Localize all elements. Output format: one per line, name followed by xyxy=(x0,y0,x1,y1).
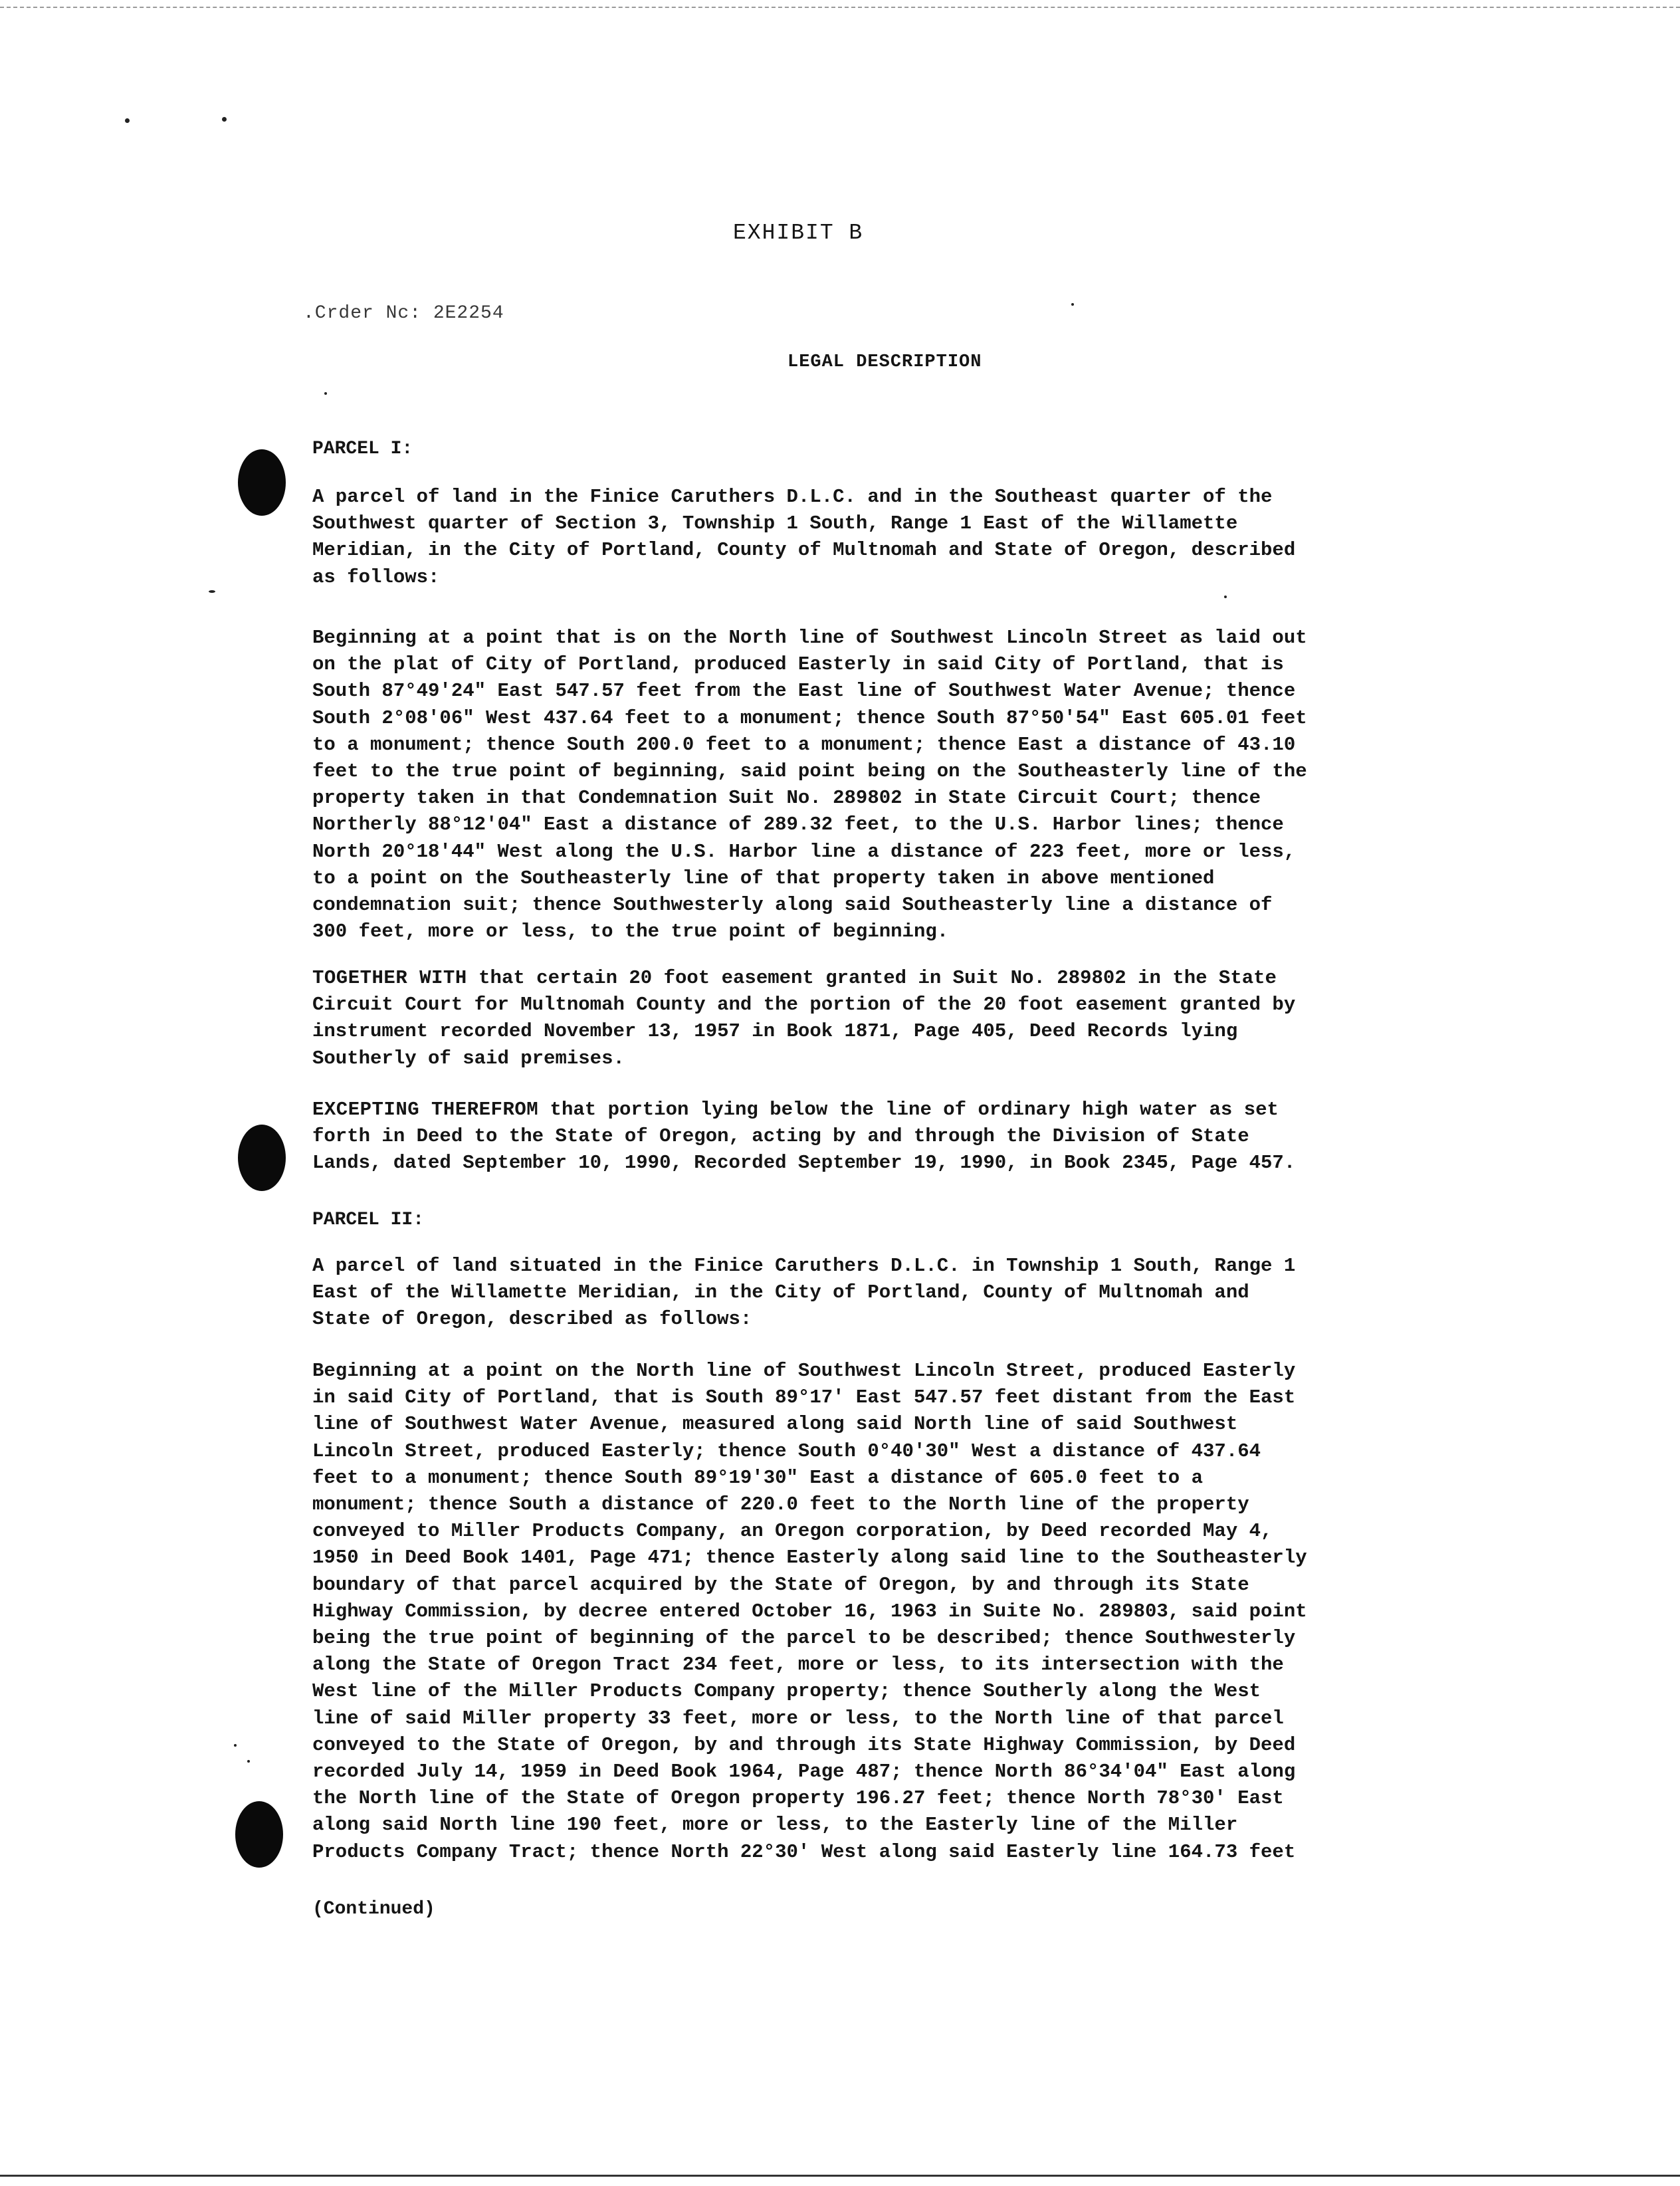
text-line: Products Company Tract; thence North 22°30' West along said Easterly line 164.73 feet xyxy=(312,1840,1296,1863)
text-line xyxy=(312,965,1469,992)
text-line: Circuit Court for Multnomah County and the portion of the 20 foot easement granted by xyxy=(312,994,1296,1016)
text-line: condemnation suit; thence Southwesterly along said Southeasterly line a distance of xyxy=(312,894,1273,917)
text-line: feet to a monument; thence South 89°19'30" East a distance of 605.0 feet to a xyxy=(312,1466,1204,1489)
text-line xyxy=(312,1097,1469,1123)
exhibit-title: EXHIBIT B xyxy=(733,221,864,245)
scan-speck xyxy=(1071,303,1074,306)
text-line: along said North line 190 feet, more or less, to the Easterly line of the Miller xyxy=(312,1814,1238,1836)
text-line: line of Southwest Water Avenue, measured along said North line of said Southwest xyxy=(312,1413,1238,1436)
text-line: Beginning at a point on the North line of Southwest Lincoln Street, produced Easterly xyxy=(312,1360,1296,1382)
text-line: the North line of the State of Oregon property 196.27 feet; thence North 78°30' East xyxy=(312,1787,1284,1810)
text-line: Lands, dated September 10, 1990, Recorded September 19, 1990, in Book 2345, Page 457. xyxy=(312,1152,1296,1174)
text-line: East of the Willamette Meridian, in the City of Portland, County of Multnomah and xyxy=(312,1281,1249,1304)
parcel-i-heading: PARCEL I: xyxy=(312,439,413,459)
text-line: to a monument; thence South 200.0 feet to a monument; thence East a distance of 43.10 xyxy=(312,733,1296,756)
punch-hole xyxy=(235,1801,283,1868)
excepting-lead: EXCEPTING THEREFROM xyxy=(312,1099,539,1121)
parcel-i-description xyxy=(312,625,1469,945)
text-line: as follows: xyxy=(312,566,440,588)
text-line: A parcel of land situated in the Finice Caruthers D.L.C. in Township 1 South, Range 1 xyxy=(312,1255,1296,1277)
text-line: being the true point of beginning of the parcel to be described; thence Southwesterly xyxy=(312,1627,1296,1650)
excepting-first-line: that portion lying below the line of ordinary high water as set xyxy=(538,1099,1279,1121)
text-line: monument; thence South a distance of 220.0 feet to the North line of the property xyxy=(312,1493,1249,1516)
text-line: North 20°18'44" West along the U.S. Harbor line a distance of 223 feet, more or less, xyxy=(312,840,1296,863)
text-line: Highway Commission, by decree entered October 16, 1963 in Suite No. 289803, said point xyxy=(312,1600,1307,1622)
text-line: to a point on the Southeasterly line of that property taken in above mentioned xyxy=(312,867,1215,889)
scan-edge-bottom xyxy=(0,2175,1680,2177)
text-line: instrument recorded November 13, 1957 in Book 1871, Page 405, Deed Records lying xyxy=(312,1020,1238,1043)
text-line: 1950 in Deed Book 1401, Page 471; thence Easterly along said line to the Southeasterly xyxy=(312,1547,1307,1569)
scan-speck xyxy=(209,590,215,593)
text-line: on the plat of City of Portland, produced Easterly in said City of Portland, that is xyxy=(312,653,1284,676)
text-line: Meridian, in the City of Portland, County of Multnomah and State of Oregon, described xyxy=(312,539,1296,562)
text-line: South 87°49'24" East 547.57 feet from the East line of Southwest Water Avenue; thence xyxy=(312,680,1296,703)
scan-speck xyxy=(1224,596,1227,598)
text-line: Beginning at a point that is on the North line of Southwest Lincoln Street as laid out xyxy=(312,627,1307,649)
text-line: forth in Deed to the State of Oregon, acting by and through the Division of State xyxy=(312,1125,1249,1148)
text-line: West line of the Miller Products Company property; thence Southerly along the West xyxy=(312,1680,1261,1703)
text-line: A parcel of land in the Finice Caruthers D.L.C. and in the Southeast quarter of the xyxy=(312,486,1273,508)
together-with-first-line: that certain 20 foot easement granted in Suit No. 289802 in the State xyxy=(467,967,1277,989)
text-line: in said City of Portland, that is South 89°17' East 547.57 feet distant from the East xyxy=(312,1386,1296,1409)
text-line: feet to the true point of beginning, said point being on the Southeasterly line of the xyxy=(312,760,1307,783)
scan-speck xyxy=(222,117,227,122)
text-line: conveyed to Miller Products Company, an Oregon corporation, by Deed recorded May 4, xyxy=(312,1520,1273,1543)
text-line: Lincoln Street, produced Easterly; thence South 0°40'30" West a distance of 437.64 xyxy=(312,1440,1261,1462)
parcel-ii-description xyxy=(312,1358,1469,1866)
together-with-clause xyxy=(312,965,1469,1072)
text-line: Southerly of said premises. xyxy=(312,1047,625,1069)
text-line: 300 feet, more or less, to the true point of beginning. xyxy=(312,921,949,943)
text-line: South 2°08'06" West 437.64 feet to a monument; thence South 87°50'54" East 605.01 feet xyxy=(312,707,1307,729)
text-line: property taken in that Condemnation Suit No. 289802 in State Circuit Court; thence xyxy=(312,787,1261,810)
excepting-clause xyxy=(312,1097,1469,1177)
scan-speck xyxy=(247,1760,250,1763)
parcel-ii-intro xyxy=(312,1253,1469,1333)
text-line: along the State of Oregon Tract 234 feet, more or less, to its intersection with the xyxy=(312,1654,1284,1676)
parcel-ii-heading: PARCEL II: xyxy=(312,1210,425,1230)
scan-speck xyxy=(324,392,327,395)
text-line: conveyed to the State of Oregon, by and through its State Highway Commission, by Deed xyxy=(312,1733,1296,1756)
text-line: State of Oregon, described as follows: xyxy=(312,1308,752,1331)
order-number: .Crder Nc: 2E2254 xyxy=(303,303,504,324)
text-line: Northerly 88°12'04" East a distance of 289.32 feet, to the U.S. Harbor lines; thence xyxy=(312,814,1284,836)
text-line: line of said Miller property 33 feet, more or less, to the North line of that parcel xyxy=(312,1707,1284,1729)
continued-note: (Continued) xyxy=(312,1899,435,1919)
scan-speck xyxy=(125,118,130,123)
text-line: recorded July 14, 1959 in Deed Book 1964, Page 487; thence North 86°34'04" East along xyxy=(312,1761,1296,1783)
text-line: boundary of that parcel acquired by the State of Oregon, by and through its State xyxy=(312,1573,1249,1596)
text-line: Southwest quarter of Section 3, Township 1 South, Range 1 East of the Willamette xyxy=(312,512,1238,535)
punch-hole xyxy=(238,1125,286,1191)
scan-edge-top xyxy=(0,7,1680,8)
punch-hole xyxy=(238,449,286,516)
together-with-lead: TOGETHER WITH xyxy=(312,967,467,989)
parcel-i-intro xyxy=(312,484,1469,591)
legal-description-heading: LEGAL DESCRIPTION xyxy=(788,352,982,372)
scan-speck xyxy=(234,1744,237,1747)
